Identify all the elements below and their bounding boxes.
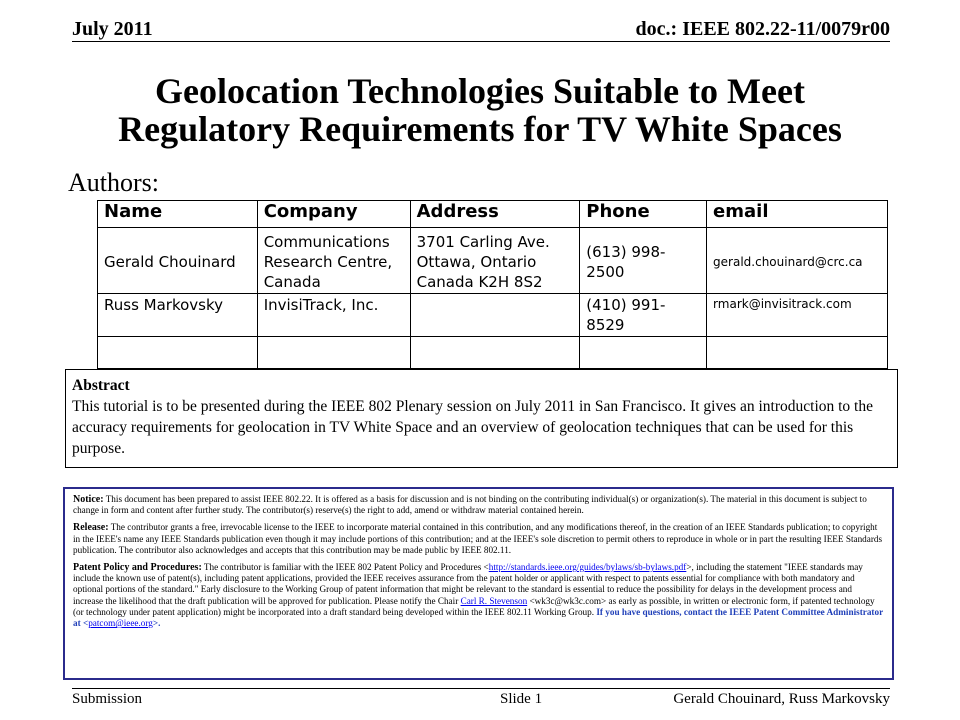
patent-end: >.: [152, 618, 161, 629]
bylaws-link[interactable]: http://standards.ieee.org/guides/bylaws/sb-bylaws.pdf: [488, 562, 687, 573]
empty-cell: [580, 337, 707, 369]
page-header: [72, 18, 890, 42]
footer-slide-number: Slide 1: [500, 691, 543, 707]
table-row-empty: [98, 337, 888, 369]
author-company: InvisiTrack, Inc.: [257, 294, 410, 337]
header-email: email: [707, 201, 888, 228]
notice-text: This document has been prepared to assist IEEE 802.22. It is offered as a basis for discussion and is not binding on the contributing individual(s) or organization(s). The material in this document is subject to change in form and content after further study. The contributor(s) reserve(s) the right to add, amend or withdraw material contained herein.: [73, 494, 867, 516]
authors-table: [97, 200, 888, 369]
author-email: rmark@invisitrack.com: [707, 294, 888, 337]
empty-cell: [707, 337, 888, 369]
patent-contact-text: If you have questions, contact the IEEE Patent Committee Administrator at <: [73, 606, 883, 629]
company-line: Research Centre,: [263, 253, 393, 271]
footer-authors: Gerald Chouinard, Russ Markovsky: [673, 691, 890, 707]
patcom-email-link[interactable]: patcom@ieee.org: [88, 618, 153, 629]
author-name: Gerald Chouinard: [98, 228, 258, 294]
empty-cell: [257, 337, 410, 369]
chair-link[interactable]: Carl R. Stevenson: [460, 595, 528, 606]
abstract-body: This tutorial is to be presented during the IEEE 802 Plenary session on July 2011 in San Francisco. It gives an introduction to the accuracy requirements for geolocation in TV White Space and an overview of geolocation techniques that can be used for this purpose.: [72, 398, 873, 457]
company-line: Communications: [263, 233, 390, 251]
release-text: The contributor grants a free, irrevocable license to the IEEE to incorporate material contained in this contribution, and any modifications thereof, in the creation of an IEEE Standards publication; to copyright in the IEEE's name any IEEE Standards publication even though it may include portions of this contribution; and at the IEEE's sole discretion to permit others to reproduce in whole or in part the resulting IEEE Standards publication. The contributor also acknowledges and accepts that this contribution may be made public by IEEE 802.11.: [73, 522, 883, 555]
title-line-1: Geolocation Technologies Suitable to Meet: [155, 71, 805, 111]
patent-paragraph: [73, 562, 884, 629]
address-line: Ottawa, Ontario: [416, 253, 537, 271]
table-row: [98, 228, 888, 294]
slide-title: [40, 72, 920, 148]
header-address: Address: [410, 201, 580, 228]
release-paragraph: [73, 522, 884, 556]
author-email: gerald.chouinard@crc.ca: [707, 228, 888, 294]
header-name: Name: [98, 201, 258, 228]
author-phone: (613) 998-2500: [580, 228, 707, 294]
footer-submission: Submission: [72, 691, 143, 707]
empty-cell: [410, 337, 580, 369]
notice-box: [63, 487, 894, 680]
header-phone: Phone: [580, 201, 707, 228]
table-header-row: [98, 201, 888, 228]
patent-text: >, including the statement "IEEE standards may include the known use of patent(s), including patent applications, provided the IEEE receives assurance from the patent holder or applicant with respect to patents essential for compliance with both mandatory and optional portions of the standard." Early disclosure to the Working Group of patent information that might be relevant to the standard is essential to reduce the possibility for delays in the development process and increase the likelihood that the draft publication will be approved for publication. Please notify the Chair: [73, 562, 863, 606]
abstract-box: [65, 369, 898, 468]
authors-label: Authors:: [68, 168, 159, 197]
table-row: [98, 294, 888, 337]
notice-label: Notice:: [73, 494, 104, 505]
notice-paragraph: [73, 494, 884, 516]
release-label: Release:: [73, 522, 109, 534]
author-company: [257, 228, 410, 294]
address-line: Canada K2H 8S2: [416, 273, 543, 291]
patent-text: <wk3c@wk3c.com> as early as possible, in written or electronic form, if patented technology (or technology under patent application) might be incorporated into a draft standard being developed within the IEEE 802.11 Working Group.: [73, 595, 875, 617]
header-company: Company: [257, 201, 410, 228]
author-name: Russ Markovsky: [98, 294, 258, 337]
author-phone: (410) 991-8529: [580, 294, 707, 337]
company-line: Canada: [263, 273, 321, 291]
patent-label: Patent Policy and Procedures:: [73, 562, 202, 574]
address-line: 3701 Carling Ave.: [416, 233, 550, 251]
abstract-title: Abstract: [72, 377, 130, 394]
header-date: July 2011: [72, 18, 153, 40]
title-line-2: Regulatory Requirements for TV White Spaces: [118, 109, 842, 149]
empty-cell: [98, 337, 258, 369]
page-footer: [72, 688, 890, 712]
author-address: [410, 228, 580, 294]
header-doc-id: doc.: IEEE 802.22-11/0079r00: [635, 18, 890, 40]
author-address: [410, 294, 580, 337]
patent-text: The contributor is familiar with the IEEE 802 Patent Policy and Procedures <: [203, 562, 489, 573]
